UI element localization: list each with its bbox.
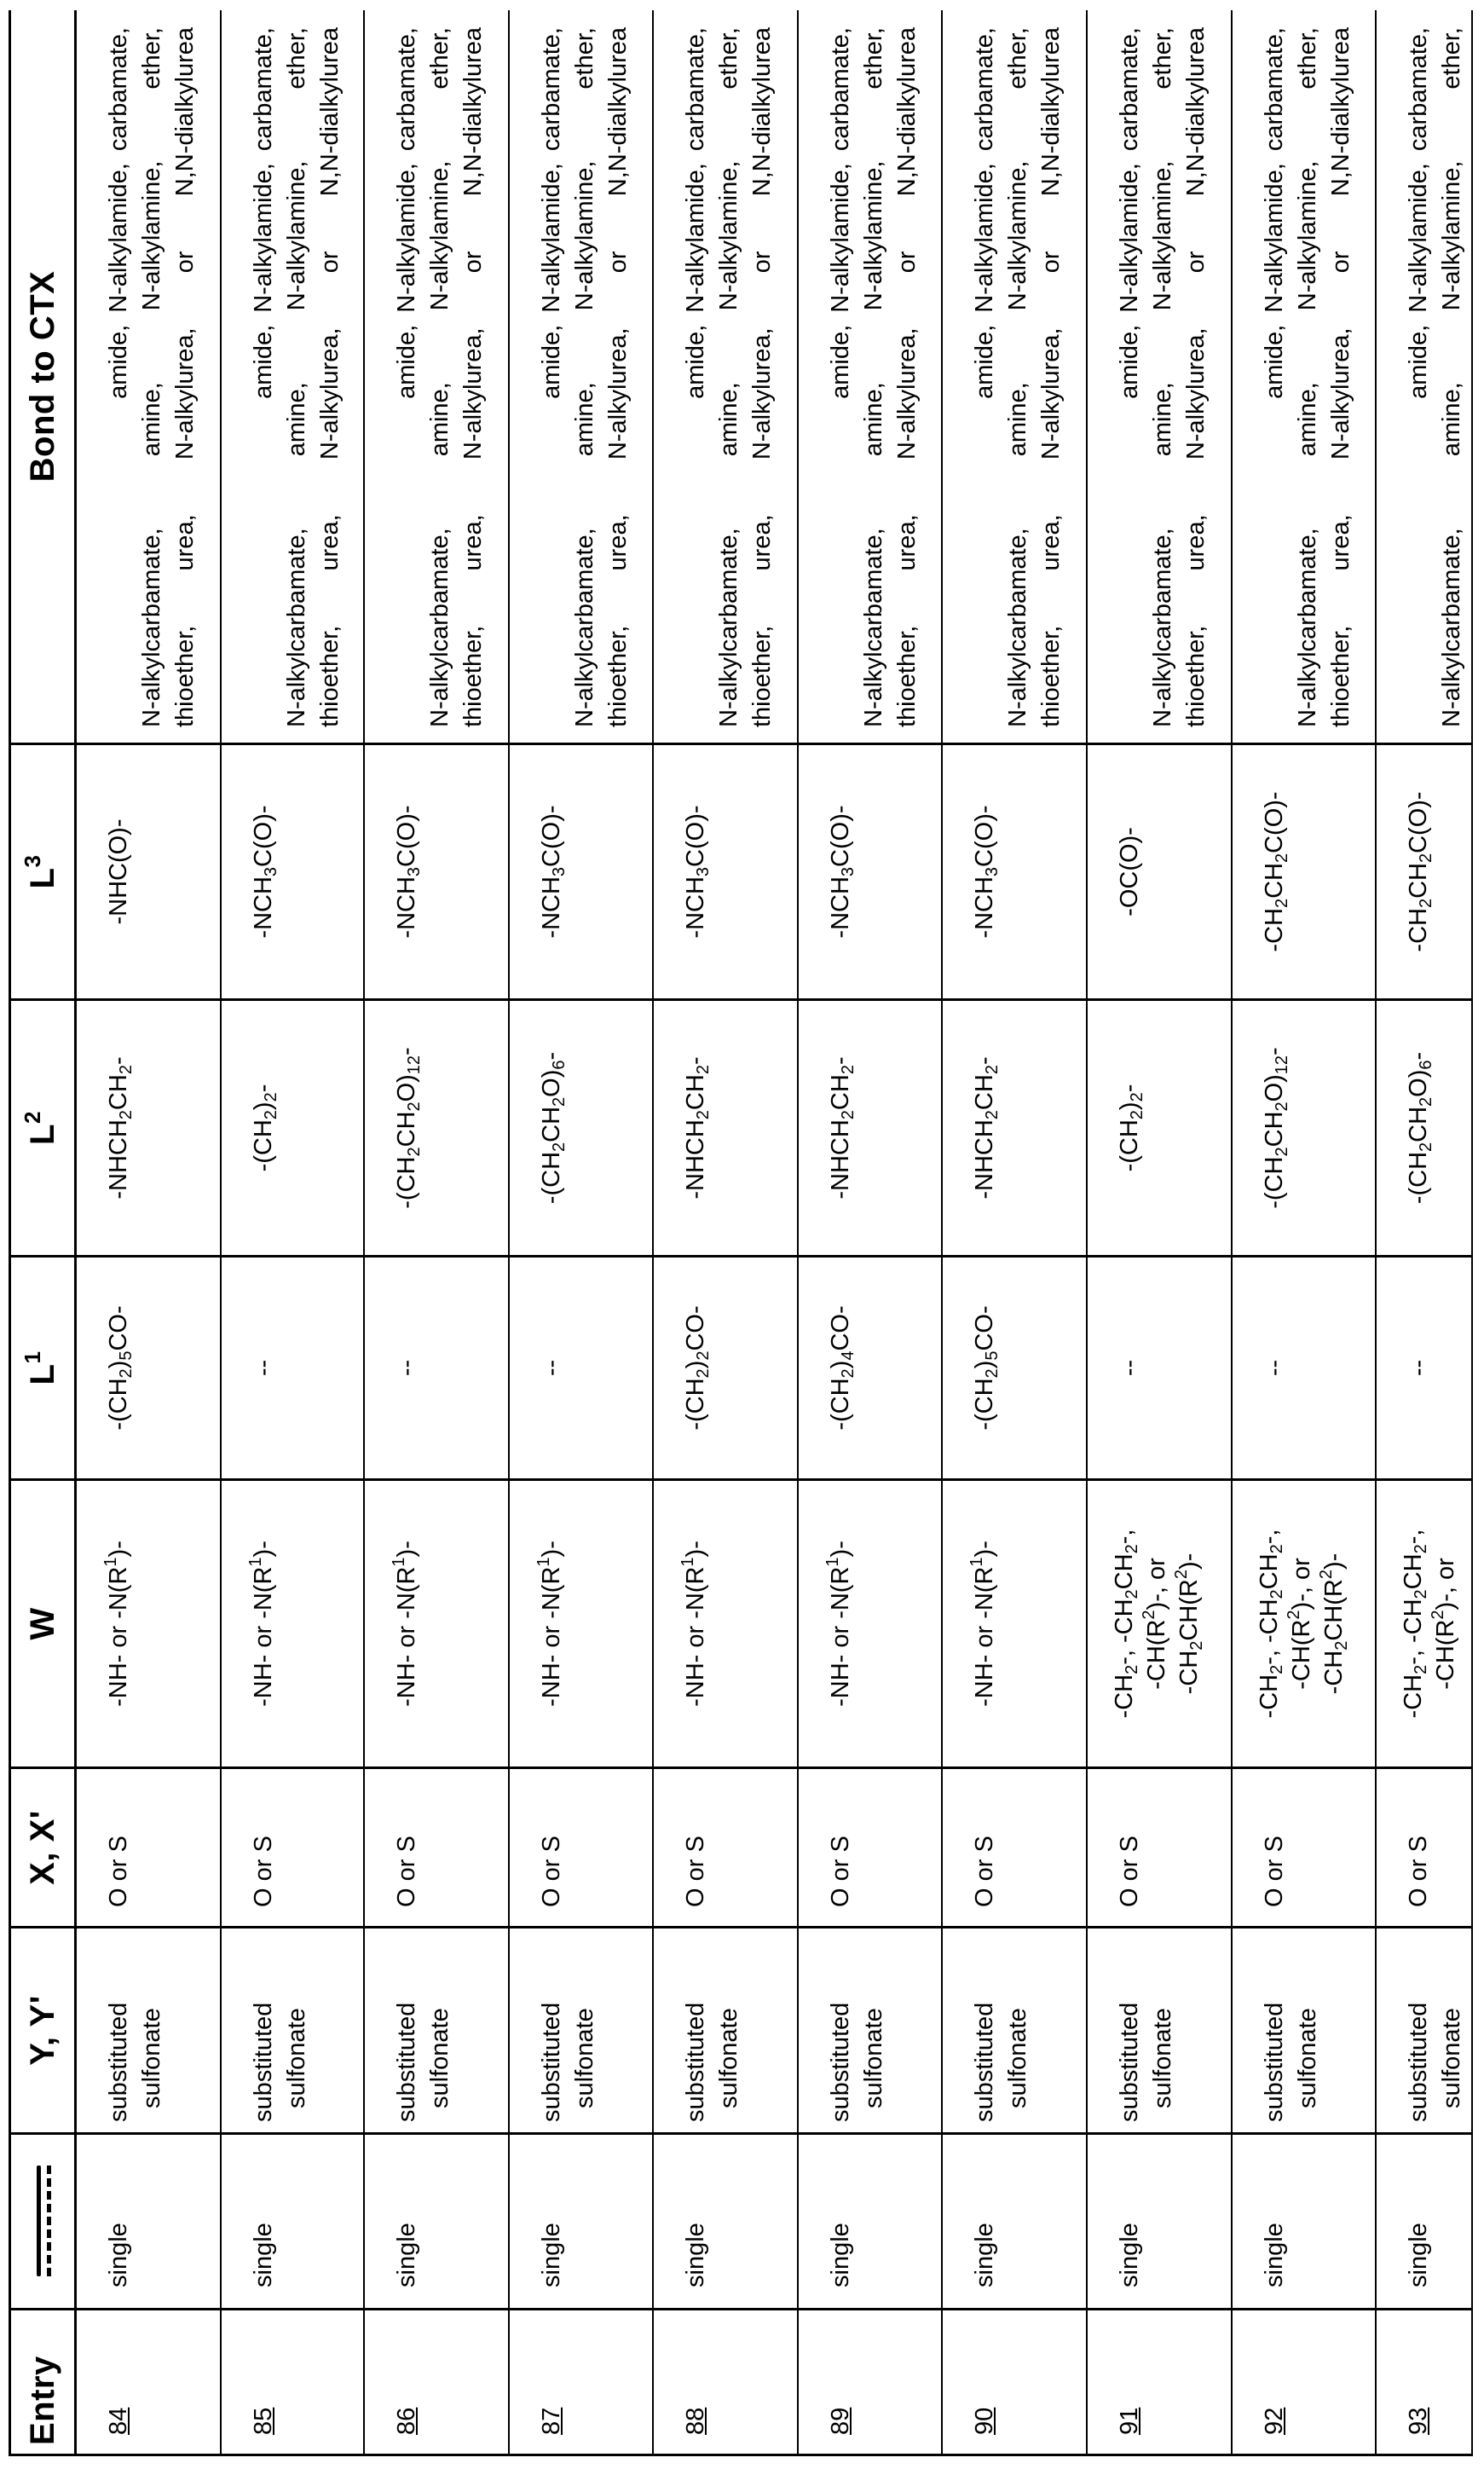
cell-l1: -- (221, 1257, 364, 1480)
y-line-2: sulfonate (282, 2008, 310, 2108)
table-row (942, 10, 1087, 2455)
x-value: O or S (249, 1836, 277, 1907)
cell-w (1232, 1480, 1376, 1768)
bond-type-value: single (1260, 2223, 1288, 2287)
solid-dashed-bond-icon (35, 2166, 54, 2277)
cell-w (1376, 1480, 1472, 1768)
bond-to-ctx-line-1: amide, N-alkylamide, carbamate, (537, 27, 565, 399)
bond-to-ctx-line-2: N-alkylcarbamate, amine, N-alkylamine, ether, (570, 27, 598, 727)
cell-w: -NH- or $-N(R^1)-$ (942, 1480, 1087, 1768)
cell-l3: $-NCH_3C(O)-$ (653, 744, 798, 1000)
cell-w (1087, 1480, 1232, 1768)
cell-y (1376, 1928, 1472, 2134)
cell-x (509, 1768, 653, 1928)
cell-x (942, 1768, 1087, 1928)
x-value: O or S (537, 1836, 565, 1907)
cell-y (76, 1928, 221, 2134)
bond-to-ctx-line-3: thioether, urea, N-alkylurea, or N,N-dialkylurea (171, 27, 199, 727)
cell-bond-to-ctx (942, 10, 1087, 744)
w-line-3: $-CH_2CH(R^2)-$ (1316, 1553, 1351, 1695)
cell-w: -NH- or $-N(R^1)-$ (798, 1480, 942, 1768)
bond-type-value: single (826, 2223, 854, 2287)
cell-y (942, 1928, 1087, 2134)
bond-to-ctx-line-1: amide, N-alkylamide, carbamate, (249, 27, 277, 399)
y-line-1: substituted (392, 2002, 420, 2122)
cell-w: -NH- or $-N(R^1)-$ (509, 1480, 653, 1768)
cell-l2: $-NHCH_2CH_2-$ (653, 1000, 798, 1257)
entry-number: 85 (249, 2407, 277, 2435)
bond-to-ctx-line-1: amide, N-alkylamide, carbamate, (105, 27, 132, 399)
header-l2-sup: 2 (19, 1111, 45, 1125)
cell-w: -NH- or $-N(R^1)-$ (221, 1480, 364, 1768)
cell-bond-type (509, 2134, 653, 2310)
x-value: O or S (826, 1836, 854, 1907)
cell-x (1232, 1768, 1376, 1928)
cell-w: -NH- or $-N(R^1)-$ (76, 1480, 221, 1768)
bond-to-ctx-line-2: N-alkylcarbamate, amine, N-alkylamine, ether, (425, 27, 453, 727)
y-line-2: sulfonate (1293, 2008, 1321, 2108)
cell-l2: $-(CH_2)_2-$ (221, 1000, 364, 1257)
entry-number: 89 (826, 2407, 854, 2435)
cell-l3: $-NCH_3C(O)-$ (509, 744, 653, 1000)
entry-number: 91 (1115, 2407, 1143, 2435)
cell-x (1376, 1768, 1472, 1928)
cell-w: -NH- or $-N(R^1)-$ (364, 1480, 509, 1768)
header-entry: Entry (10, 2310, 76, 2455)
cell-l3: $-NCH_3C(O)-$ (942, 744, 1087, 1000)
y-line-2: sulfonate (425, 2008, 453, 2108)
y-line-1: substituted (1260, 2002, 1288, 2122)
bond-type-value: single (681, 2223, 709, 2287)
header-l2-base: L (23, 1124, 61, 1145)
cell-l2: $-NHCH_2CH_2-$ (942, 1000, 1087, 1257)
cell-bond-type (221, 2134, 364, 2310)
cell-bond-to-ctx (798, 10, 942, 744)
cell-w: -NH- or $-N(R^1)-$ (653, 1480, 798, 1768)
entry-number: 92 (1260, 2407, 1288, 2435)
header-l2 (10, 1000, 76, 1257)
entry-number: 87 (537, 2407, 565, 2435)
y-line-1: substituted (105, 2002, 132, 2122)
cell-x (653, 1768, 798, 1928)
entry-number: 88 (681, 2407, 709, 2435)
cell-y (221, 1928, 364, 2134)
cell-l3: $-NCH_3C(O)-$ (364, 744, 509, 1000)
bond-to-ctx-line-3: thioether, urea, N-alkylurea, or N,N-dialkylurea (1181, 27, 1210, 727)
table-row (1087, 10, 1232, 2455)
table-row (76, 10, 221, 2455)
cell-x (221, 1768, 364, 1928)
cell-bond-type (1232, 2134, 1376, 2310)
bond-type-value: single (537, 2223, 565, 2287)
cell-bond-to-ctx (364, 10, 509, 744)
table-row (653, 10, 798, 2455)
cell-l3: -OC(O)- (1087, 744, 1232, 1000)
entry-number: 86 (392, 2407, 420, 2435)
y-line-1: substituted (681, 2002, 709, 2122)
y-line-1: substituted (1404, 2002, 1432, 2122)
bond-type-value: single (1404, 2223, 1432, 2287)
y-line-1: substituted (249, 2002, 277, 2122)
cell-y (509, 1928, 653, 2134)
entry-number: 84 (105, 2407, 132, 2435)
y-line-2: sulfonate (570, 2008, 598, 2108)
y-line-1: substituted (537, 2002, 565, 2122)
x-value: O or S (392, 1836, 420, 1907)
cell-entry (798, 2310, 942, 2455)
bond-to-ctx-line-1: amide, N-alkylamide, carbamate, (826, 27, 854, 399)
bond-type-value: single (249, 2223, 277, 2287)
table-row (221, 10, 364, 2455)
bond-to-ctx-line-3: thioether, urea, N-alkylurea, or N,N-dialkylurea (603, 27, 632, 727)
y-line-1: substituted (826, 2002, 854, 2122)
cell-bond-to-ctx (1087, 10, 1232, 744)
cell-x (76, 1768, 221, 1928)
header-l1-sup: 1 (19, 1350, 45, 1364)
cell-bond-type (364, 2134, 509, 2310)
x-value: O or S (105, 1836, 132, 1907)
w-line-2: $-CH(R^2)-$, or (1284, 1558, 1315, 1690)
cell-l1: -- (1376, 1257, 1472, 1480)
w-line-1: $-CH_2-$, $-CH_2CH_2-$, (1110, 1529, 1141, 1719)
header-w: W (10, 1480, 76, 1768)
bond-to-ctx-line-3: thioether, urea, N-alkylurea, or N,N-dialkylurea (1326, 27, 1354, 727)
w-line-3: $-CH_2CH(R^2)-$ (1171, 1553, 1206, 1695)
bond-to-ctx-line-3: thioether, urea, N-alkylurea, or N,N-dialkylurea (315, 27, 344, 727)
bond-to-ctx-line-2: N-alkylcarbamate, amine, N-alkylamine, ether, (714, 27, 742, 727)
cell-entry (1232, 2310, 1376, 2455)
header-bond-type (10, 2134, 76, 2310)
cell-x (1087, 1768, 1232, 1928)
bond-to-ctx-line-1: amide, N-alkylamide, carbamate, (1115, 27, 1143, 399)
cell-y (1087, 1928, 1232, 2134)
cell-l2: $-(CH_2CH_2O)_6-$ (509, 1000, 653, 1257)
bond-to-ctx-line-2: N-alkylcarbamate, amine, N-alkylamine, ether, (1003, 27, 1031, 727)
w-line-2: $-CH(R^2)-$, or (1139, 1558, 1170, 1690)
cell-bond-type (653, 2134, 798, 2310)
bond-to-ctx-line-3: thioether, urea, N-alkylurea, or N,N-dialkylurea (748, 27, 776, 727)
bond-to-ctx-line-2: N-alkylcarbamate, amine, N-alkylamine, ether, (1437, 27, 1465, 727)
bond-to-ctx-line-2: N-alkylcarbamate, amine, N-alkylamine, ether, (282, 27, 310, 727)
bond-to-ctx-line-3: thioether, urea, N-alkylurea, or N,N-dialkylurea (892, 27, 921, 727)
cell-l3: $-NCH_3C(O)-$ (221, 744, 364, 1000)
bond-to-ctx-line-1: amide, N-alkylamide, carbamate, (1404, 27, 1432, 399)
entry-number: 90 (970, 2407, 998, 2435)
rotated-table-container (9, 10, 1473, 2456)
table-row (1232, 10, 1376, 2455)
y-line-2: sulfonate (1148, 2008, 1176, 2108)
cell-l3: $-CH_2CH_2C(O)-$ (1376, 744, 1472, 1000)
bond-to-ctx-line-2: N-alkylcarbamate, amine, N-alkylamine, ether, (138, 27, 165, 727)
header-l3 (10, 744, 76, 1000)
cell-l3: $-NCH_3C(O)-$ (798, 744, 942, 1000)
x-value: O or S (1404, 1836, 1432, 1907)
header-y: Y, Y' (10, 1928, 76, 2134)
y-line-2: sulfonate (1003, 2008, 1031, 2108)
cell-y (1232, 1928, 1376, 2134)
cell-x (364, 1768, 509, 1928)
y-line-2: sulfonate (138, 2008, 165, 2108)
cell-l1: $-(CH_2)_5CO-$ (942, 1257, 1087, 1480)
cell-bond-to-ctx (653, 10, 798, 744)
cell-bond-type (798, 2134, 942, 2310)
cell-bond-to-ctx (509, 10, 653, 744)
bond-to-ctx-line-3: thioether, urea, N-alkylurea, or N,N-dialkylurea (459, 27, 487, 727)
bond-type-value: single (1115, 2223, 1143, 2287)
bond-type-value: single (392, 2223, 420, 2287)
bond-type-value: single (105, 2223, 132, 2287)
header-x: X, X' (10, 1768, 76, 1928)
cell-bond-type (942, 2134, 1087, 2310)
header-l1 (10, 1257, 76, 1480)
header-bond-to-ctx: Bond to CTX (10, 10, 76, 744)
cell-bond-to-ctx (221, 10, 364, 744)
header-l3-base: L (23, 867, 61, 889)
cell-l2: $-(CH_2CH_2O)_{12}-$ (1232, 1000, 1376, 1257)
y-line-2: sulfonate (859, 2008, 887, 2108)
x-value: O or S (1115, 1836, 1143, 1907)
bond-to-ctx-line-3: thioether, urea, N-alkylurea, or N,N-dialkylurea (1036, 27, 1065, 727)
cell-l3: $-CH_2CH_2C(O)-$ (1232, 744, 1376, 1000)
cell-bond-to-ctx (76, 10, 221, 744)
cell-l1: $-(CH_2)_2CO-$ (653, 1257, 798, 1480)
cell-l2: $-NHCH_2CH_2-$ (798, 1000, 942, 1257)
bond-to-ctx-line-2: N-alkylcarbamate, amine, N-alkylamine, ether, (1293, 27, 1321, 727)
bond-to-ctx-line-1: amide, N-alkylamide, carbamate, (1260, 27, 1288, 399)
cell-y (653, 1928, 798, 2134)
w-line-1: $-CH_2-$, $-CH_2CH_2-$, (1399, 1529, 1430, 1719)
cell-x (798, 1768, 942, 1928)
cell-l1: -- (364, 1257, 509, 1480)
cell-entry (942, 2310, 1087, 2455)
bond-to-ctx-line-1: amide, N-alkylamide, carbamate, (392, 27, 420, 399)
cell-l1: $-(CH_2)_4CO-$ (798, 1257, 942, 1480)
header-l1-base: L (23, 1363, 61, 1385)
cell-entry (653, 2310, 798, 2455)
cell-entry (509, 2310, 653, 2455)
cell-y (364, 1928, 509, 2134)
bond-type-value: single (970, 2223, 998, 2287)
table-row (364, 10, 509, 2455)
y-line-1: substituted (970, 2002, 998, 2122)
cell-l3: -NHC(O)- (76, 744, 221, 1000)
cell-y (798, 1928, 942, 2134)
cell-l2: $-NHCH_2CH_2-$ (76, 1000, 221, 1257)
cell-l1: -- (1087, 1257, 1232, 1480)
cell-entry (1376, 2310, 1472, 2455)
cell-bond-to-ctx (1232, 10, 1376, 744)
cell-l2: $-(CH_2CH_2O)_{12}-$ (364, 1000, 509, 1257)
y-line-1: substituted (1115, 2002, 1143, 2122)
x-value: O or S (970, 1836, 998, 1907)
header-l3-sup: 3 (19, 854, 45, 868)
cell-l1: -- (1232, 1257, 1376, 1480)
y-line-2: sulfonate (1437, 2008, 1465, 2108)
header-row (10, 10, 76, 2455)
entries-table (9, 10, 1473, 2456)
w-line-2: $-CH(R^2)-$, or (1428, 1558, 1459, 1690)
table-row (798, 10, 942, 2455)
y-line-2: sulfonate (714, 2008, 742, 2108)
x-value: O or S (1260, 1836, 1288, 1907)
bond-to-ctx-line-2: N-alkylcarbamate, amine, N-alkylamine, ether, (1148, 27, 1176, 727)
cell-entry (76, 2310, 221, 2455)
cell-l2: $-(CH_2CH_2O)_6-$ (1376, 1000, 1472, 1257)
table-row (1376, 10, 1472, 2455)
cell-l1: $-(CH_2)_5CO-$ (76, 1257, 221, 1480)
bond-to-ctx-line-1: amide, N-alkylamide, carbamate, (681, 27, 709, 399)
cell-l1: -- (509, 1257, 653, 1480)
cell-l2: $-(CH_2)_2-$ (1087, 1000, 1232, 1257)
bond-to-ctx-line-2: N-alkylcarbamate, amine, N-alkylamine, ether, (859, 27, 887, 727)
cell-entry (1087, 2310, 1232, 2455)
bond-to-ctx-line-1: amide, N-alkylamide, carbamate, (970, 27, 998, 399)
cell-entry (221, 2310, 364, 2455)
x-value: O or S (681, 1836, 709, 1907)
cell-bond-type (76, 2134, 221, 2310)
cell-bond-to-ctx (1376, 10, 1472, 744)
cell-bond-type (1087, 2134, 1232, 2310)
entry-number: 93 (1404, 2407, 1432, 2435)
cell-entry (364, 2310, 509, 2455)
table-row (509, 10, 653, 2455)
w-line-1: $-CH_2-$, $-CH_2CH_2-$, (1255, 1529, 1286, 1719)
cell-bond-type (1376, 2134, 1472, 2310)
